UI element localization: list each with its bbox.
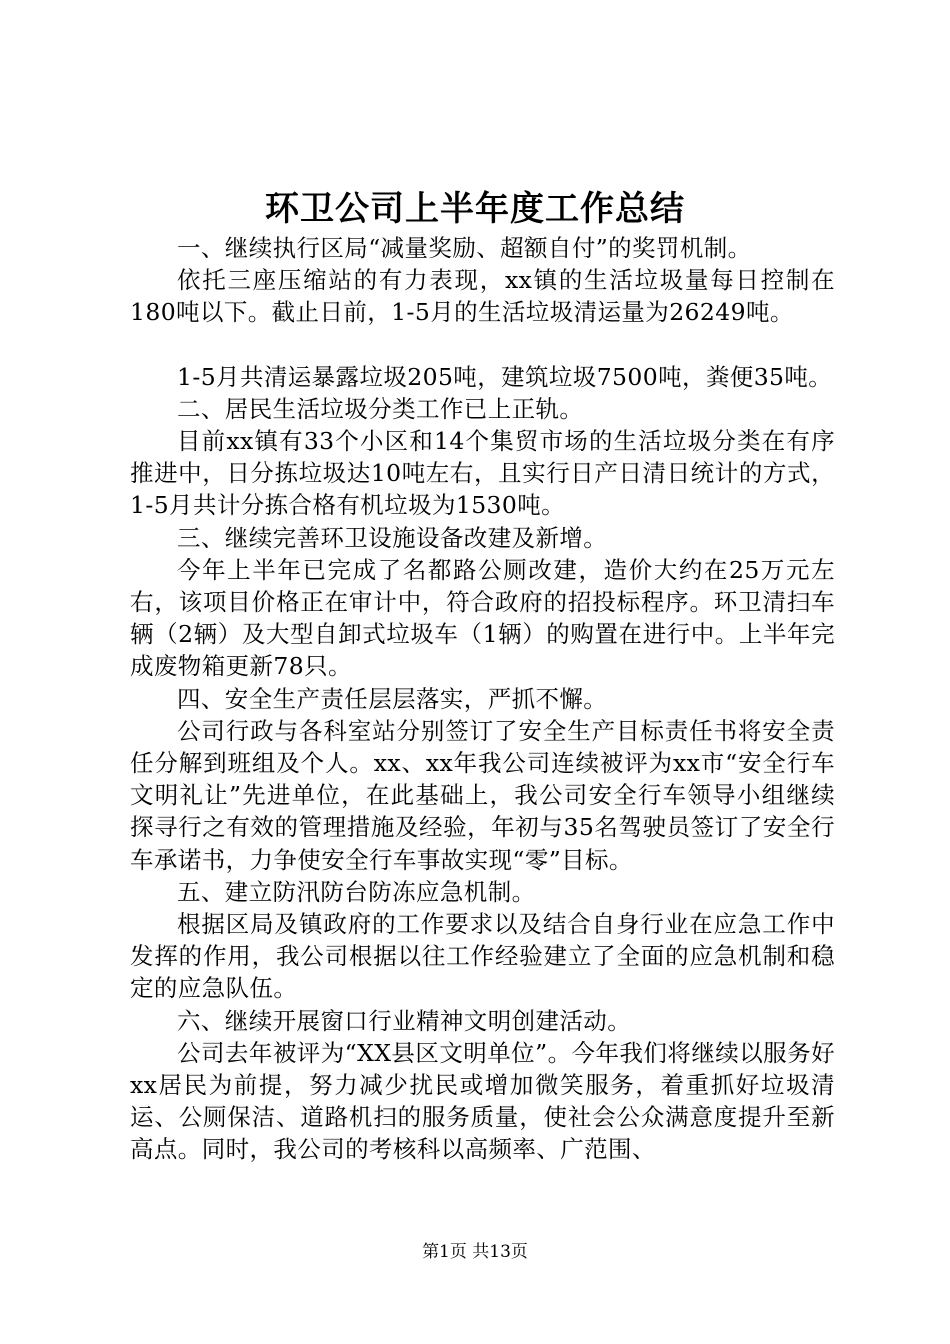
page-footer: 第1页 共13页	[422, 1242, 528, 1262]
paragraph-section-2-heading: 二、居民生活垃圾分类工作已上正轨。	[177, 394, 584, 423]
document-body	[130, 232, 835, 1166]
paragraph-section-6-heading: 六、继续开展窗口行业精神文明创建活动。	[177, 1006, 632, 1035]
paragraph: 根据区局及镇政府的工作要求以及结合自身行业在应急工作中发挥的作用，我公司根据以往工作经验建立了全面的应急机制和稳定的应急队伍。	[130, 910, 835, 1003]
paragraph: 目前xx镇有33个小区和14个集贸市场的生活垃圾分类在有序推进中，日分拣垃圾达10吨左右，且实行日产日清日统计的方式，1-5月共计分拣合格有机垃圾为1530吨。	[130, 427, 835, 520]
paragraph-section-5-heading: 五、建立防汛防台防冻应急机制。	[177, 877, 536, 906]
document-title: 环卫公司上半年度工作总结	[265, 189, 685, 229]
paragraph: 公司行政与各科室站分别签订了安全生产目标责任书将安全责任分解到班组及个人。xx、xx年我公司连续被评为xx市“安全行车文明礼让”先进单位，在此基础上，我公司安全行车领导小组继续探寻行之有效的管理措施及经验，年初与35名驾驶员签订了安全行车承诺书，力争使安全行车事故实现“零”目标。	[130, 716, 835, 874]
paragraph: 今年上半年已完成了名都路公厕改建，造价大约在25万元左右，该项目价格正在审计中，符合政府的招投标程序。环卫清扫车辆（2辆）及大型自卸式垃圾车（1辆）的购置在进行中。上半年完成废物箱更新78只。	[130, 555, 835, 681]
paragraph-section-4-heading: 四、安全生产责任层层落实，严抓不懈。	[177, 684, 608, 713]
paragraph: 公司去年被评为“XX县区文明单位”。今年我们将继续以服务好xx居民为前提，努力减少扰民或增加微笑服务，着重抓好垃圾清运、公厕保洁、道路机扫的服务质量，使社会公众满意度提升至新高点。同时，我公司的考核科以高频率、广范围、	[130, 1038, 835, 1164]
paragraph: 1-5月共清运暴露垃圾205吨，建筑垃圾7500吨，粪便35吨。	[177, 362, 833, 391]
paragraph-section-1-heading: 一、继续执行区局“减量奖励、超额自付”的奖罚机制。	[177, 234, 752, 262]
paragraph: 依托三座压缩站的有力表现，xx镇的生活垃圾量每日控制在180吨以下。截止日前，1-5月的生活垃圾清运量为26249吨。	[130, 266, 835, 327]
paragraph-section-3-heading: 三、继续完善环卫设施设备改建及新增。	[177, 523, 608, 552]
